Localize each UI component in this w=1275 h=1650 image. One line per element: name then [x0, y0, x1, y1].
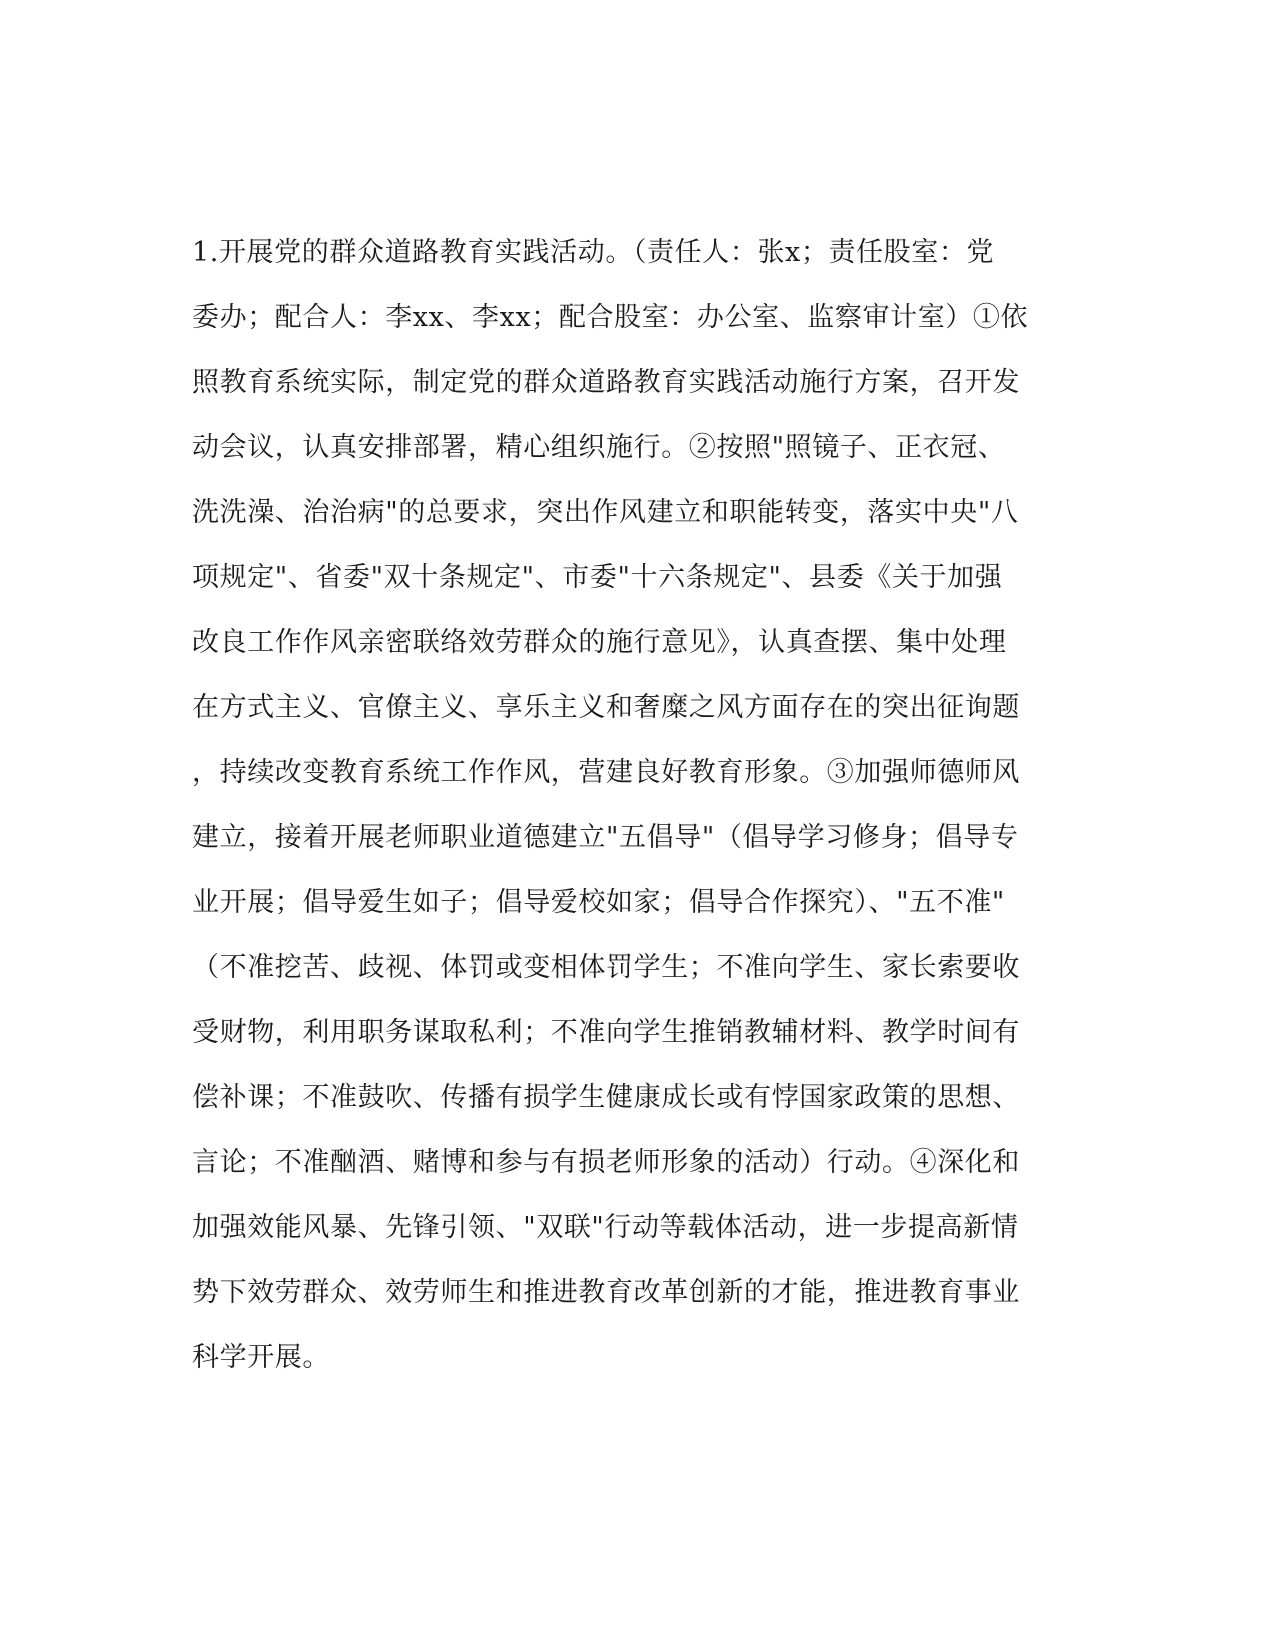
body-paragraph: [192, 220, 1072, 1390]
text-line: 偿补课；不准鼓吹、传播有损学生健康成长或有悖国家政策的思想、: [192, 1082, 1020, 1113]
text-line: 洗洗澡、治治病"的总要求，突出作风建立和职能转变，落实中央"八: [192, 497, 1019, 528]
text-line: 科学开展。: [192, 1342, 330, 1373]
text-line: 改良工作作风亲密联络效劳群众的施行意见》，认真查摆、集中处理: [192, 627, 1007, 658]
text-line: 势下效劳群众、效劳师生和推进教育改革创新的才能，推进教育事业: [192, 1277, 1020, 1308]
text-line: ，持续改变教育系统工作作风，营建良好教育形象。③加强师德师风: [192, 757, 1020, 788]
text-line: 在方式主义、官僚主义、享乐主义和奢糜之风方面存在的突出征询题: [192, 692, 1020, 723]
text-line: 1.开展党的群众道路教育实践活动。（责任人：张x；责任股室：党: [192, 237, 995, 268]
text-line: 言论；不准酗酒、赌博和参与有损老师形象的活动）行动。④深化和: [192, 1147, 1020, 1178]
text-line: 照教育系统实际，制定党的群众道路教育实践活动施行方案，召开发: [192, 367, 1020, 398]
text-line: 受财物，利用职务谋取私利；不准向学生推销教辅材料、教学时间有: [192, 1017, 1020, 1048]
text-line: （不准挖苦、歧视、体罚或变相体罚学生；不准向学生、家长索要收: [192, 952, 1020, 983]
text-line: 加强效能风暴、先锋引领、"双联"行动等载体活动，进一步提高新情: [192, 1212, 1019, 1243]
text-line: 动会议，认真安排部署，精心组织施行。②按照"照镜子、正衣冠、: [192, 432, 1006, 463]
text-line: 业开展；倡导爱生如子；倡导爱校如家；倡导合作探究）、"五不准": [192, 887, 1005, 918]
text-line: 建立，接着开展老师职业道德建立"五倡导"（倡导学习修身；倡导专: [192, 822, 1019, 853]
text-line: 项规定"、省委"双十条规定"、市委"十六条规定"、县委《关于加强: [192, 562, 1003, 593]
text-line: 委办；配合人：李xx、李xx；配合股室：办公室、监察审计室）①依: [192, 302, 1029, 333]
